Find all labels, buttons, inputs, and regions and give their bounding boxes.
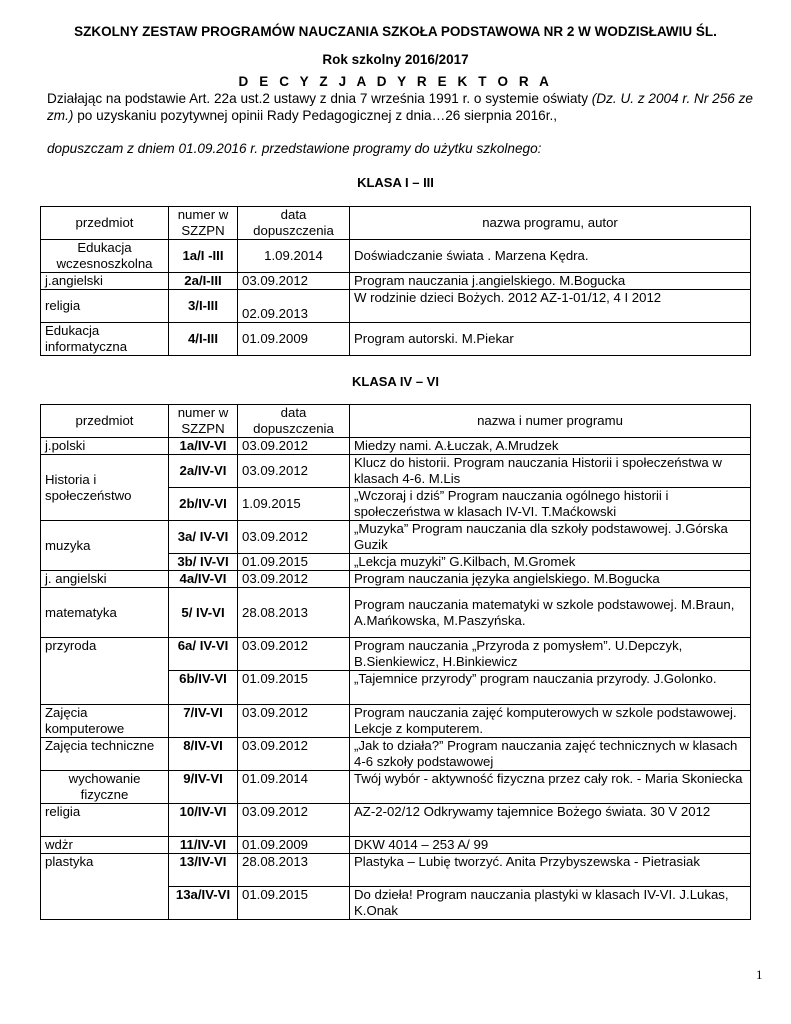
- date-cell: 01.09.2009: [238, 323, 350, 356]
- number-cell: 1a/IV-VI: [169, 438, 238, 455]
- program-cell: „Tajemnice przyrody” program nauczania przyrody. J.Golonko.: [350, 671, 751, 705]
- document-title: SZKOLNY ZESTAW PROGRAMÓW NAUCZANIA SZKOŁA PODSTAWOWA NR 2 W WODZISŁAWIU ŚL.: [74, 24, 717, 39]
- program-cell: DKW 4014 – 253 A/ 99: [350, 837, 751, 854]
- subject-cell: matematyka: [41, 588, 169, 638]
- date-cell: 28.08.2013: [238, 854, 350, 887]
- number-cell: 13/IV-VI: [169, 854, 238, 887]
- program-cell: „Jak to działa?” Program nauczania zajęć technicznych w klasach 4-6 szkoły podstawowej: [350, 738, 751, 771]
- table-header-row: [41, 207, 751, 240]
- table-row: [41, 837, 751, 854]
- date-cell: 03.09.2012: [238, 738, 350, 771]
- subject-cell: Historia i społeczeństwo: [41, 455, 169, 521]
- subject-cell: Zajęcia komputerowe: [41, 705, 169, 738]
- program-cell: AZ-2-02/12 Odkrywamy tajemnice Bożego świata. 30 V 2012: [350, 804, 751, 837]
- table-row: [41, 854, 751, 887]
- header-subject: przedmiot: [41, 405, 169, 438]
- decision-heading: D E C Y Z J A D Y R E K T O R A: [238, 74, 553, 89]
- date-cell: 01.09.2015: [238, 887, 350, 920]
- number-cell: 7/IV-VI: [169, 705, 238, 738]
- number-cell: 2a/I-III: [169, 273, 238, 290]
- table-row: [41, 638, 751, 671]
- header-date: data dopuszczenia: [238, 207, 350, 240]
- number-cell: 4/I-III: [169, 323, 238, 356]
- date-cell: 01.09.2014: [238, 771, 350, 804]
- subject-cell: muzyka: [41, 521, 169, 571]
- subject-cell: j.angielski: [41, 273, 169, 290]
- subject-cell: plastyka: [41, 854, 169, 920]
- date-cell: 03.09.2012: [238, 804, 350, 837]
- school-year: Rok szkolny 2016/2017: [322, 52, 469, 67]
- date-cell: 03.09.2012: [238, 705, 350, 738]
- program-cell: Program nauczania matematyki w szkole podstawowej. M.Braun, A.Mańkowska, M.Paszyńska.: [350, 588, 751, 638]
- class-i-iii-heading: KLASA I – III: [357, 175, 434, 190]
- program-cell: Twój wybór - aktywność fizyczna przez cały rok. - Maria Skoniecka: [350, 771, 751, 804]
- number-cell: 9/IV-VI: [169, 771, 238, 804]
- date-cell: 02.09.2013: [238, 290, 350, 323]
- page-number: 1: [756, 967, 763, 982]
- number-cell: 3a/ IV-VI: [169, 521, 238, 554]
- header-program: nazwa i numer programu: [350, 405, 751, 438]
- number-cell: 5/ IV-VI: [169, 588, 238, 638]
- table-row: [41, 273, 751, 290]
- table-row: [41, 588, 751, 638]
- legal-basis-text: Działając na podstawie Art. 22a ust.2 ustawy z dnia 7 września 1991 r. o systemie oświaty: [47, 91, 592, 106]
- table-row: [41, 455, 751, 488]
- legal-basis-paragraph: [47, 90, 767, 124]
- class-iv-vi-heading: KLASA IV – VI: [352, 374, 439, 389]
- header-program: nazwa programu, autor: [350, 207, 751, 240]
- table-row: [41, 323, 751, 356]
- number-cell: 1a/I -III: [169, 240, 238, 273]
- number-cell: 2a/IV-VI: [169, 455, 238, 488]
- program-cell: W rodzinie dzieci Bożych. 2012 AZ-1-01/12, 4 I 2012: [350, 290, 751, 323]
- subject-cell: j.polski: [41, 438, 169, 455]
- date-cell: 03.09.2012: [238, 455, 350, 488]
- date-cell: 01.09.2015: [238, 554, 350, 571]
- table-row: [41, 438, 751, 455]
- date-cell: 01.09.2009: [238, 837, 350, 854]
- program-cell: „Muzyka” Program nauczania dla szkoły podstawowej. J.Górska Guzik: [350, 521, 751, 554]
- date-cell: 01.09.2015: [238, 671, 350, 705]
- program-cell: Doświadczanie świata . Marzena Kędra.: [350, 240, 751, 273]
- program-cell: Program autorski. M.Piekar: [350, 323, 751, 356]
- subject-cell: wychowanie fizyczne: [41, 771, 169, 804]
- number-cell: 10/IV-VI: [169, 804, 238, 837]
- table-row: [41, 738, 751, 771]
- subject-cell: przyroda: [41, 638, 169, 705]
- program-cell: Program nauczania j.angielskiego. M.Bogucka: [350, 273, 751, 290]
- header-number: numer w SZZPN: [169, 207, 238, 240]
- date-cell: 1.09.2015: [238, 488, 350, 521]
- programs-table-i-iii: [40, 206, 751, 356]
- number-cell: 11/IV-VI: [169, 837, 238, 854]
- program-cell: Program nauczania „Przyroda z pomysłem”. U.Depczyk, B.Sienkiewicz, H.Binkiewicz: [350, 638, 751, 671]
- header-date: data dopuszczenia: [238, 405, 350, 438]
- table-row: [41, 804, 751, 837]
- number-cell: 13a/IV-VI: [169, 887, 238, 920]
- date-cell: 03.09.2012: [238, 571, 350, 588]
- number-cell: 8/IV-VI: [169, 738, 238, 771]
- number-cell: 4a/IV-VI: [169, 571, 238, 588]
- date-cell: 03.09.2012: [238, 638, 350, 671]
- date-cell: 28.08.2013: [238, 588, 350, 638]
- subject-cell: wdżr: [41, 837, 169, 854]
- subject-cell: j. angielski: [41, 571, 169, 588]
- date-cell: 03.09.2012: [238, 273, 350, 290]
- number-cell: 2b/IV-VI: [169, 488, 238, 521]
- number-cell: 3/I-III: [169, 290, 238, 323]
- subject-cell: religia: [41, 804, 169, 837]
- law-reference: (Dz. U. z 2004 r. Nr 256 ze zm.): [47, 91, 753, 123]
- table-row: [41, 571, 751, 588]
- program-cell: Do dzieła! Program nauczania plastyki w klasach IV-VI. J.Lukas, K.Onak: [350, 887, 751, 920]
- subject-cell: Edukacja wczesnoszkolna: [41, 240, 169, 273]
- program-cell: Plastyka – Lubię tworzyć. Anita Przybyszewska - Pietrasiak: [350, 854, 751, 887]
- table-row: [41, 771, 751, 804]
- subject-cell: Zajęcia techniczne: [41, 738, 169, 771]
- number-cell: 6a/ IV-VI: [169, 638, 238, 671]
- table-row: [41, 521, 751, 554]
- program-cell: Miedzy nami. A.Łuczak, A.Mrudzek: [350, 438, 751, 455]
- subject-cell: religia: [41, 290, 169, 323]
- program-cell: Program nauczania zajęć komputerowych w szkole podstawowej. Lekcje z komputerem.: [350, 705, 751, 738]
- date-cell: 03.09.2012: [238, 438, 350, 455]
- number-cell: 3b/ IV-VI: [169, 554, 238, 571]
- program-cell: „Lekcja muzyki” G.Kilbach, M.Gromek: [350, 554, 751, 571]
- program-cell: „Wczoraj i dziś” Program nauczania ogólnego historii i społeczeństwa w klasach IV-VI. T.Maćkowski: [350, 488, 751, 521]
- table-row: [41, 705, 751, 738]
- table-header-row: [41, 405, 751, 438]
- header-subject: przedmiot: [41, 207, 169, 240]
- program-cell: Klucz do historii. Program nauczania Historii i społeczeństwa w klasach 4-6. M.Lis: [350, 455, 751, 488]
- date-cell: 1.09.2014: [238, 240, 350, 273]
- opinion-text: po uzyskaniu pozytywnej opinii Rady Pedagogicznej z dnia…26 sierpnia 2016r.,: [73, 108, 558, 123]
- date-cell: 03.09.2012: [238, 521, 350, 554]
- subject-cell: Edukacja informatyczna: [41, 323, 169, 356]
- header-number: numer w SZZPN: [169, 405, 238, 438]
- programs-table-iv-vi: [40, 404, 751, 920]
- number-cell: 6b/IV-VI: [169, 671, 238, 705]
- table-row: [41, 240, 751, 273]
- admission-statement: dopuszczam z dniem 01.09.2016 r. przedstawione programy do użytku szkolnego:: [47, 141, 542, 156]
- table-row: [41, 290, 751, 323]
- program-cell: Program nauczania języka angielskiego. M.Bogucka: [350, 571, 751, 588]
